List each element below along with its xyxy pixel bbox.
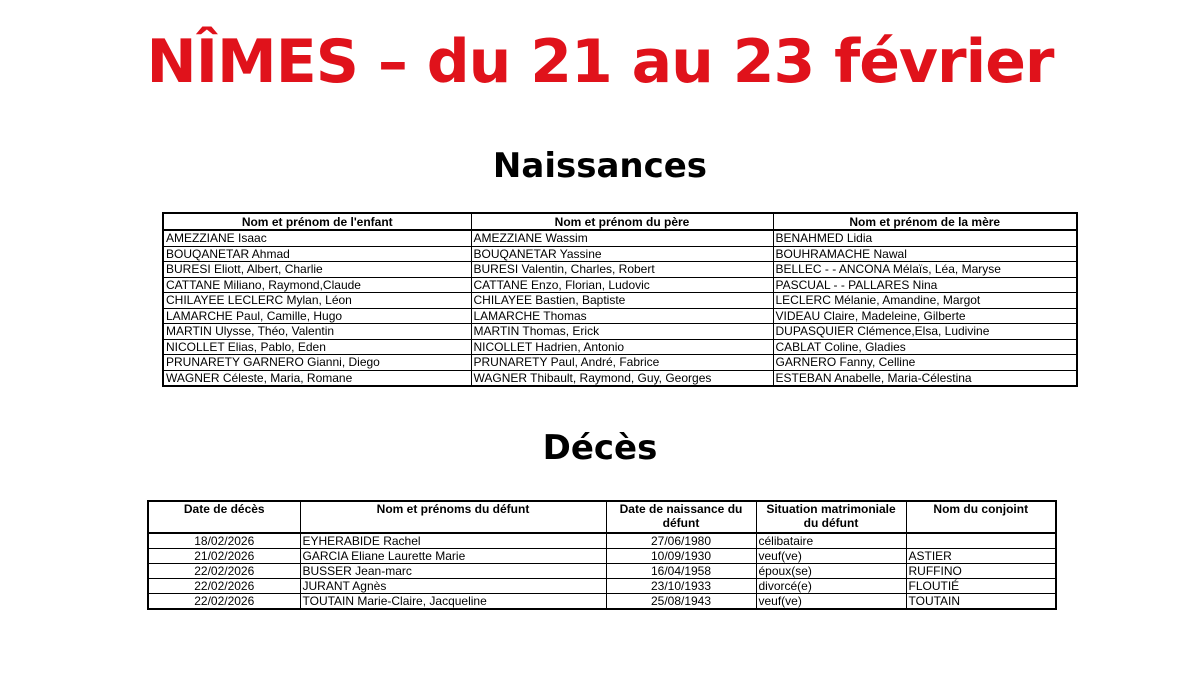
birth-date: 27/06/1980: [606, 533, 756, 549]
mother-name: LECLERC Mélanie, Amandine, Margot: [773, 293, 1077, 309]
table-row: [163, 324, 1077, 340]
table-row: [163, 246, 1077, 262]
mother-name: BELLEC - - ANCONA Mélaïs, Léa, Maryse: [773, 262, 1077, 278]
father-name: MARTIN Thomas, Erick: [471, 324, 773, 340]
spouse-name: TOUTAIN: [906, 594, 1056, 610]
column-header-death-date: Date de décès: [148, 501, 300, 533]
child-name: BURESI Eliott, Albert, Charlie: [163, 262, 471, 278]
deceased-name: JURANT Agnès: [300, 579, 606, 594]
mother-name: PASCUAL - - PALLARES Nina: [773, 277, 1077, 293]
father-name: BURESI Valentin, Charles, Robert: [471, 262, 773, 278]
father-name: AMEZZIANE Wassim: [471, 230, 773, 246]
deaths-header-row: [148, 501, 1056, 533]
death-date: 21/02/2026: [148, 549, 300, 564]
father-name: LAMARCHE Thomas: [471, 308, 773, 324]
child-name: CATTANE Miliano, Raymond,Claude: [163, 277, 471, 293]
child-name: LAMARCHE Paul, Camille, Hugo: [163, 308, 471, 324]
father-name: WAGNER Thibault, Raymond, Guy, Georges: [471, 370, 773, 386]
marital-status: célibataire: [756, 533, 906, 549]
table-row: [163, 370, 1077, 386]
father-name: CATTANE Enzo, Florian, Ludovic: [471, 277, 773, 293]
table-row: [148, 594, 1056, 610]
spouse-name: [906, 533, 1056, 549]
table-row: [163, 293, 1077, 309]
father-name: CHILAYEE Bastien, Baptiste: [471, 293, 773, 309]
child-name: WAGNER Céleste, Maria, Romane: [163, 370, 471, 386]
table-row: [163, 308, 1077, 324]
child-name: CHILAYEE LECLERC Mylan, Léon: [163, 293, 471, 309]
birth-date: 10/09/1930: [606, 549, 756, 564]
deceased-name: TOUTAIN Marie-Claire, Jacqueline: [300, 594, 606, 610]
father-name: PRUNARETY Paul, André, Fabrice: [471, 355, 773, 371]
table-row: [163, 355, 1077, 371]
death-date: 22/02/2026: [148, 564, 300, 579]
mother-name: CABLAT Coline, Gladies: [773, 339, 1077, 355]
column-header-child: Nom et prénom de l'enfant: [163, 213, 471, 230]
death-date: 18/02/2026: [148, 533, 300, 549]
mother-name: ESTEBAN Anabelle, Maria-Célestina: [773, 370, 1077, 386]
births-heading: Naissances: [492, 146, 708, 186]
mother-name: GARNERO Fanny, Celline: [773, 355, 1077, 371]
table-row: [163, 339, 1077, 355]
births-header-row: [163, 213, 1077, 230]
deceased-name: BUSSER Jean-marc: [300, 564, 606, 579]
deaths-table: [147, 500, 1057, 610]
column-header-marital-status: Situation matrimoniale du défunt: [756, 501, 906, 533]
column-header-deceased-name: Nom et prénoms du défunt: [300, 501, 606, 533]
deceased-name: GARCIA Eliane Laurette Marie: [300, 549, 606, 564]
column-header-mother: Nom et prénom de la mère: [773, 213, 1077, 230]
mother-name: BENAHMED Lidia: [773, 230, 1077, 246]
death-date: 22/02/2026: [148, 594, 300, 610]
deceased-name: EYHERABIDE Rachel: [300, 533, 606, 549]
table-row: [163, 277, 1077, 293]
marital-status: veuf(ve): [756, 549, 906, 564]
death-date: 22/02/2026: [148, 579, 300, 594]
spouse-name: FLOUTIÉ: [906, 579, 1056, 594]
marital-status: veuf(ve): [756, 594, 906, 610]
spouse-name: RUFFINO: [906, 564, 1056, 579]
mother-name: VIDEAU Claire, Madeleine, Gilberte: [773, 308, 1077, 324]
column-header-birth-date: Date de naissance du défunt: [606, 501, 756, 533]
column-header-spouse: Nom du conjoint: [906, 501, 1056, 533]
table-row: [148, 533, 1056, 549]
mother-name: BOUHRAMACHE Nawal: [773, 246, 1077, 262]
birth-date: 25/08/1943: [606, 594, 756, 610]
father-name: BOUQANETAR Yassine: [471, 246, 773, 262]
child-name: MARTIN Ulysse, Théo, Valentin: [163, 324, 471, 340]
page-title: NÎMES – du 21 au 23 février: [146, 27, 1054, 97]
column-header-father: Nom et prénom du père: [471, 213, 773, 230]
child-name: AMEZZIANE Isaac: [163, 230, 471, 246]
table-row: [148, 564, 1056, 579]
child-name: NICOLLET Elias, Pablo, Eden: [163, 339, 471, 355]
birth-date: 16/04/1958: [606, 564, 756, 579]
table-row: [148, 549, 1056, 564]
deaths-heading: Décès: [542, 428, 658, 468]
father-name: NICOLLET Hadrien, Antonio: [471, 339, 773, 355]
table-row: [163, 230, 1077, 246]
child-name: BOUQANETAR Ahmad: [163, 246, 471, 262]
birth-date: 23/10/1933: [606, 579, 756, 594]
table-row: [163, 262, 1077, 278]
mother-name: DUPASQUIER Clémence,Elsa, Ludivine: [773, 324, 1077, 340]
table-row: [148, 579, 1056, 594]
births-table: [162, 212, 1078, 387]
child-name: PRUNARETY GARNERO Gianni, Diego: [163, 355, 471, 371]
marital-status: divorcé(e): [756, 579, 906, 594]
marital-status: époux(se): [756, 564, 906, 579]
spouse-name: ASTIER: [906, 549, 1056, 564]
